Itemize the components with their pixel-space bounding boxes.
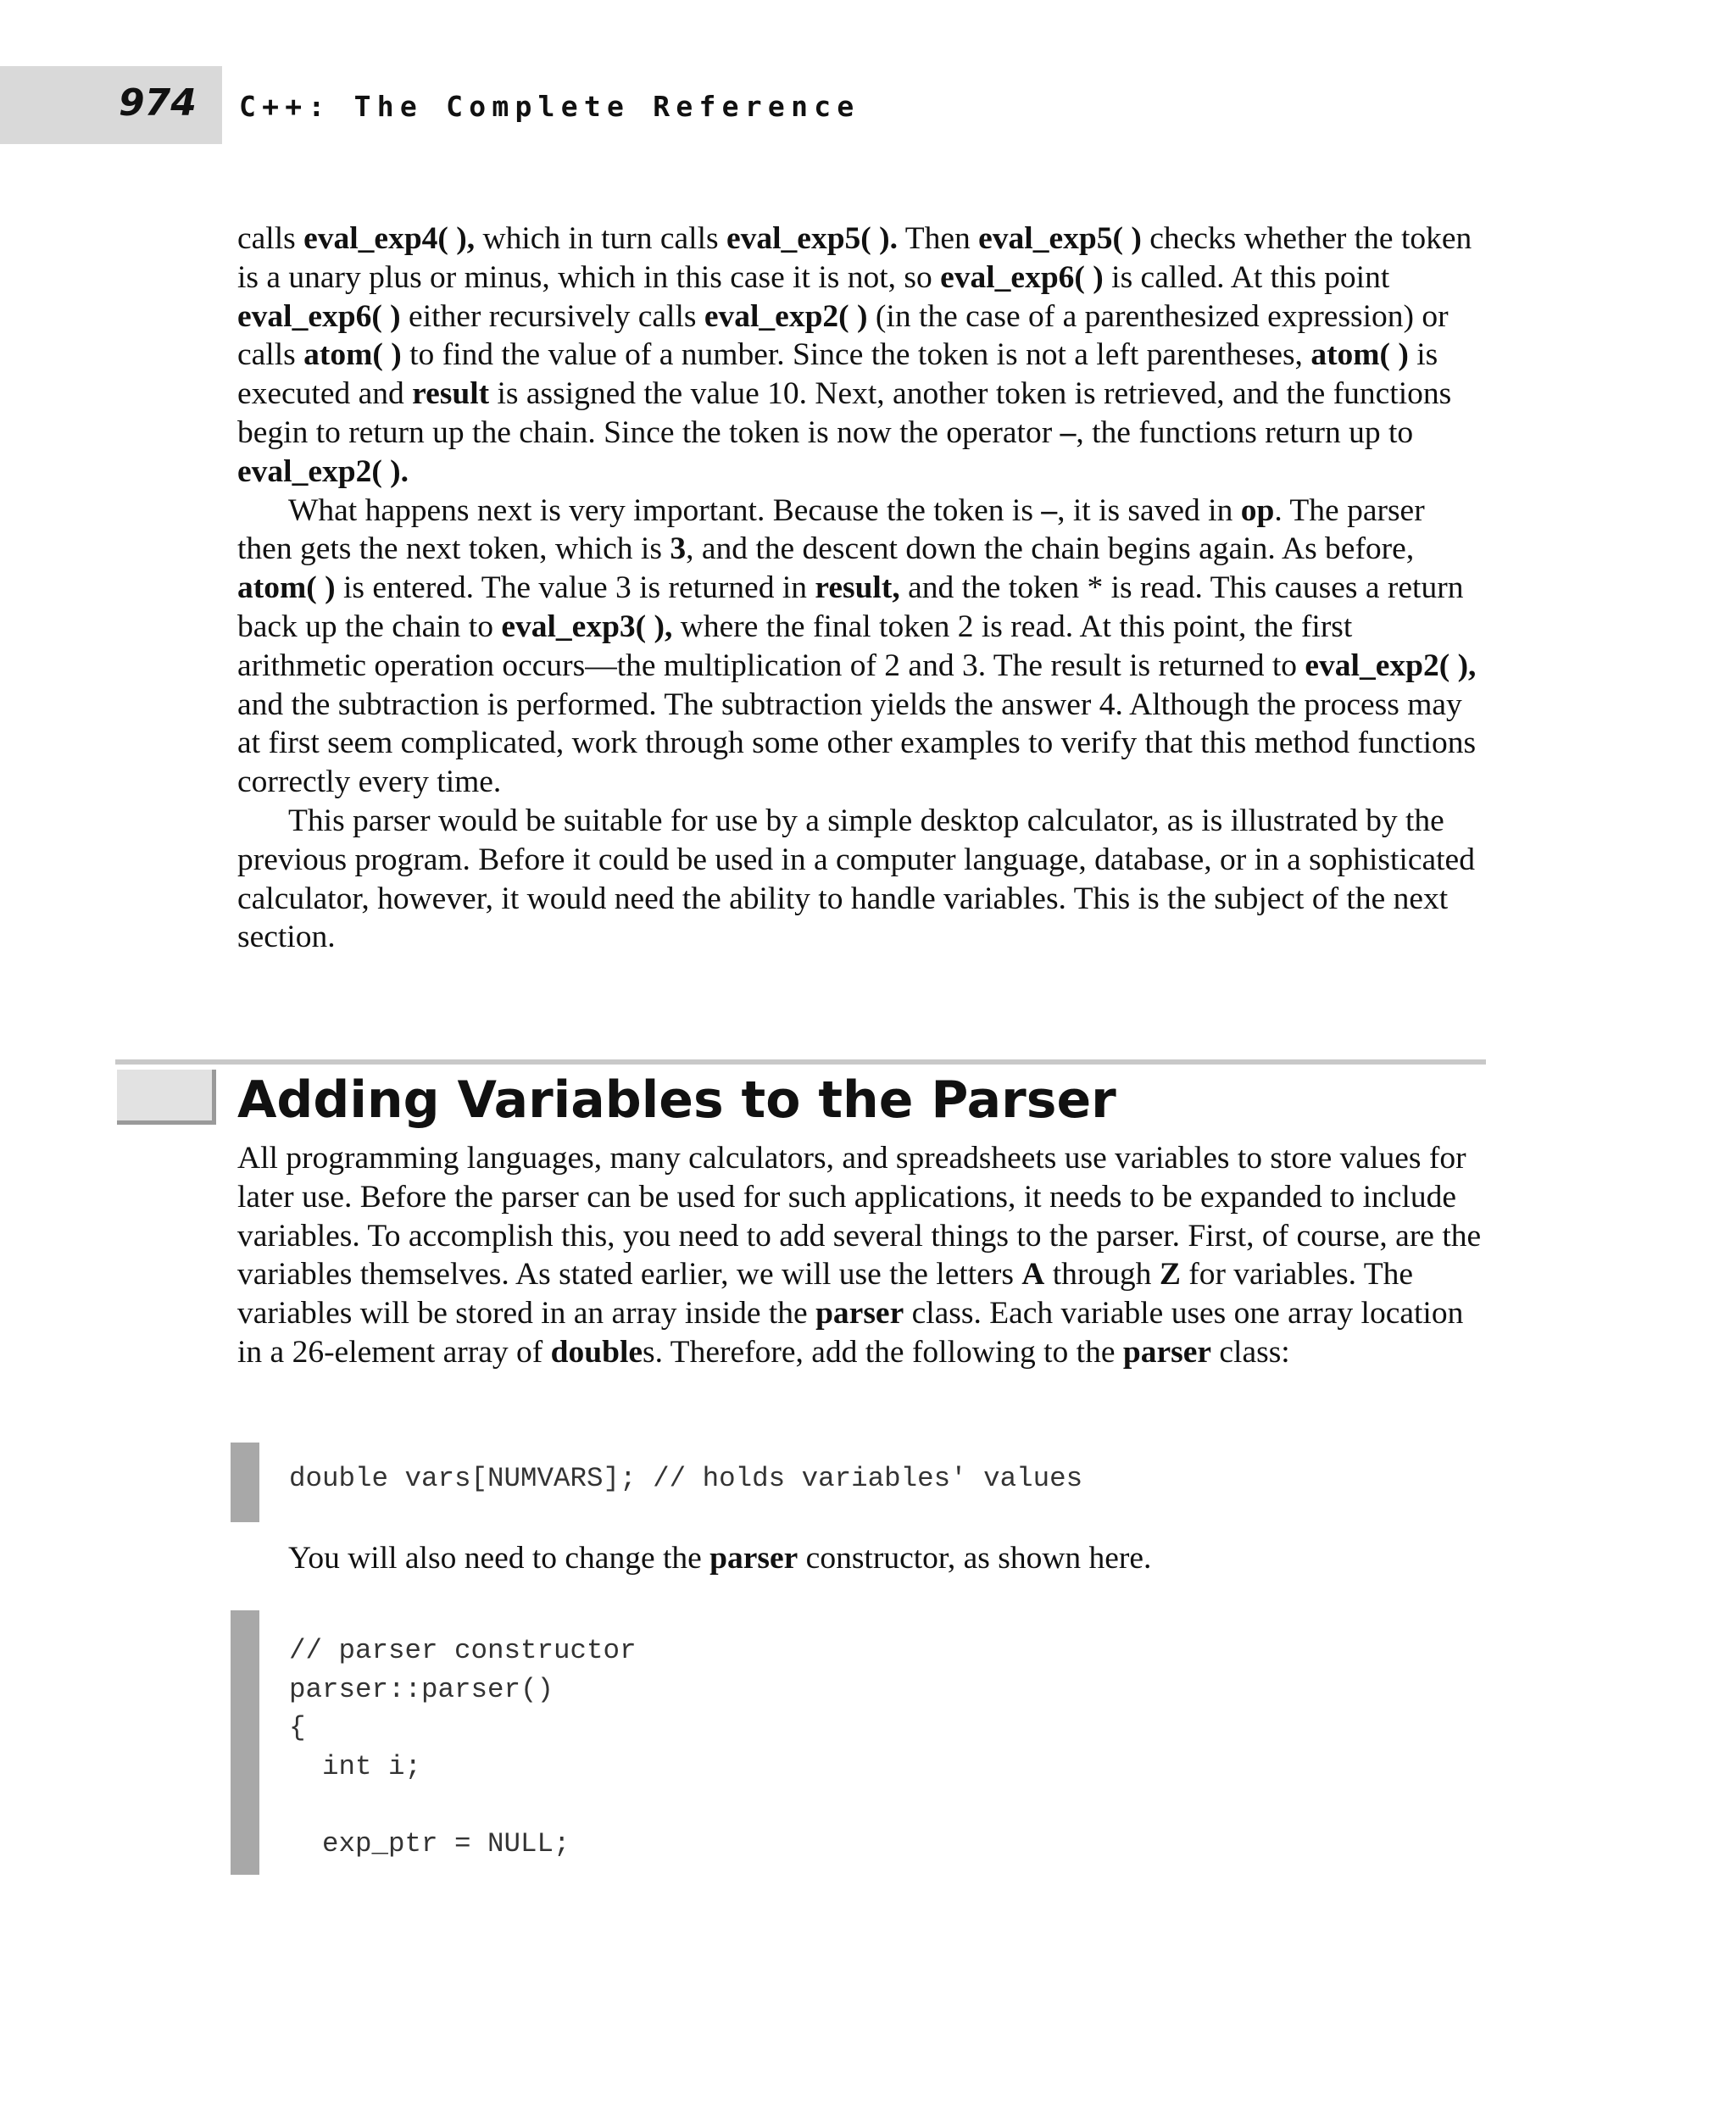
bold-term: parser — [1122, 1334, 1212, 1370]
lead-in-text: You will also need to change the parser constructor, as shown here. — [288, 1541, 1152, 1576]
bold-term: atom( ) — [1310, 337, 1409, 373]
bold-term: eval_exp5( ). — [726, 221, 899, 256]
paragraph: This parser would be suitable for use by a simple desktop calculator, as is illustrated by the previous program. Before it could be used in a computer language, database, or in a sophisticated calculator, however, it would need the ability to handle variables. This is the subject of the next section. — [237, 803, 1475, 955]
bold-term: eval_exp4( ), — [303, 221, 476, 256]
bold-term: double — [550, 1334, 643, 1370]
bold-term: op — [1240, 492, 1275, 528]
section-body — [237, 1139, 1483, 1372]
bold-term: Z — [1159, 1257, 1181, 1293]
bold-term: result — [412, 376, 490, 412]
running-head: C++: The Complete Reference — [239, 90, 860, 123]
section-heading: Adding Variables to the Parser — [237, 1070, 1116, 1130]
code-block-vars: double vars[NUMVARS]; // holds variables' values — [289, 1463, 1083, 1494]
code-block-constructor: // parser constructor parser::parser() { int i; exp_ptr = NULL; — [289, 1635, 637, 1860]
code-bar — [231, 1443, 259, 1522]
bold-term: eval_exp6( ) — [940, 259, 1104, 295]
bold-term: parser — [815, 1296, 904, 1331]
bold-term: eval_exp2( ), — [1305, 648, 1477, 683]
body-text-top — [237, 220, 1483, 957]
bold-term: 3 — [670, 531, 687, 567]
bold-term: – — [1041, 492, 1058, 528]
bold-term: result, — [815, 570, 900, 606]
bold-term: eval_exp2( ). — [237, 453, 409, 489]
paragraph: All programming languages, many calculators, and spreadsheets use variables to store values for later use. Before the parser can be used for such applications, it needs to be expanded to include variables. To accomplish this, you need to add several things to the parser. First, of course, are the variables themselves. As stated earlier, we will use the letters A through Z for variables. The variables will be stored in an array inside the parser class. Each variable uses one array location in a 26-element array of doubles. Therefore, add the following to the parser class: — [237, 1141, 1482, 1370]
code-bar — [231, 1610, 259, 1875]
bold-term: atom( ) — [237, 570, 336, 606]
bold-term: atom( ) — [303, 337, 402, 373]
bold-term: – — [1060, 414, 1077, 450]
bold-term: A — [1021, 1257, 1045, 1293]
section-rule — [115, 1059, 1486, 1065]
bold-term: eval_exp2( ) — [704, 298, 868, 334]
page-number: 974 — [119, 81, 197, 125]
section-marker — [117, 1070, 216, 1125]
paragraph: calls eval_exp4( ), which in turn calls eval_exp5( ). Then eval_exp5( ) checks whether the token is a unary plus or minus, which in this case it is not, so eval_exp6( ) is called. At this point eval_exp6( ) either recursively calls eval_exp2( ) (in the case of a parenthesized expression) or calls atom( ) to find the value of a number. Since the token is not a left parentheses, atom( ) is executed and result is assigned the value 10. Next, another token is retrieved, and the functions begin to return up the chain. Since the token is now the operator –, the functions return up to eval_exp2( ). — [237, 221, 1472, 489]
bold-term: parser — [709, 1541, 798, 1576]
bold-term: eval_exp3( ), — [501, 609, 673, 644]
bold-term: eval_exp5( ) — [978, 221, 1142, 256]
bold-term: eval_exp6( ) — [237, 298, 401, 334]
paragraph: What happens next is very important. Because the token is –, it is saved in op. The parser then gets the next token, which is 3, and the descent down the chain begins again. As before, atom( ) is entered. The value 3 is returned in result, and the token * is read. This causes a return back up the chain to eval_exp3( ), where the final token 2 is read. At this point, the first arithmetic operation occurs—the multiplication of 2 and 3. The result is returned to eval_exp2( ), and the subtraction is performed. The subtraction yields the answer 4. Although the process may at first seem complicated, work through some other examples to verify that this method functions correctly every time. — [237, 492, 1477, 800]
